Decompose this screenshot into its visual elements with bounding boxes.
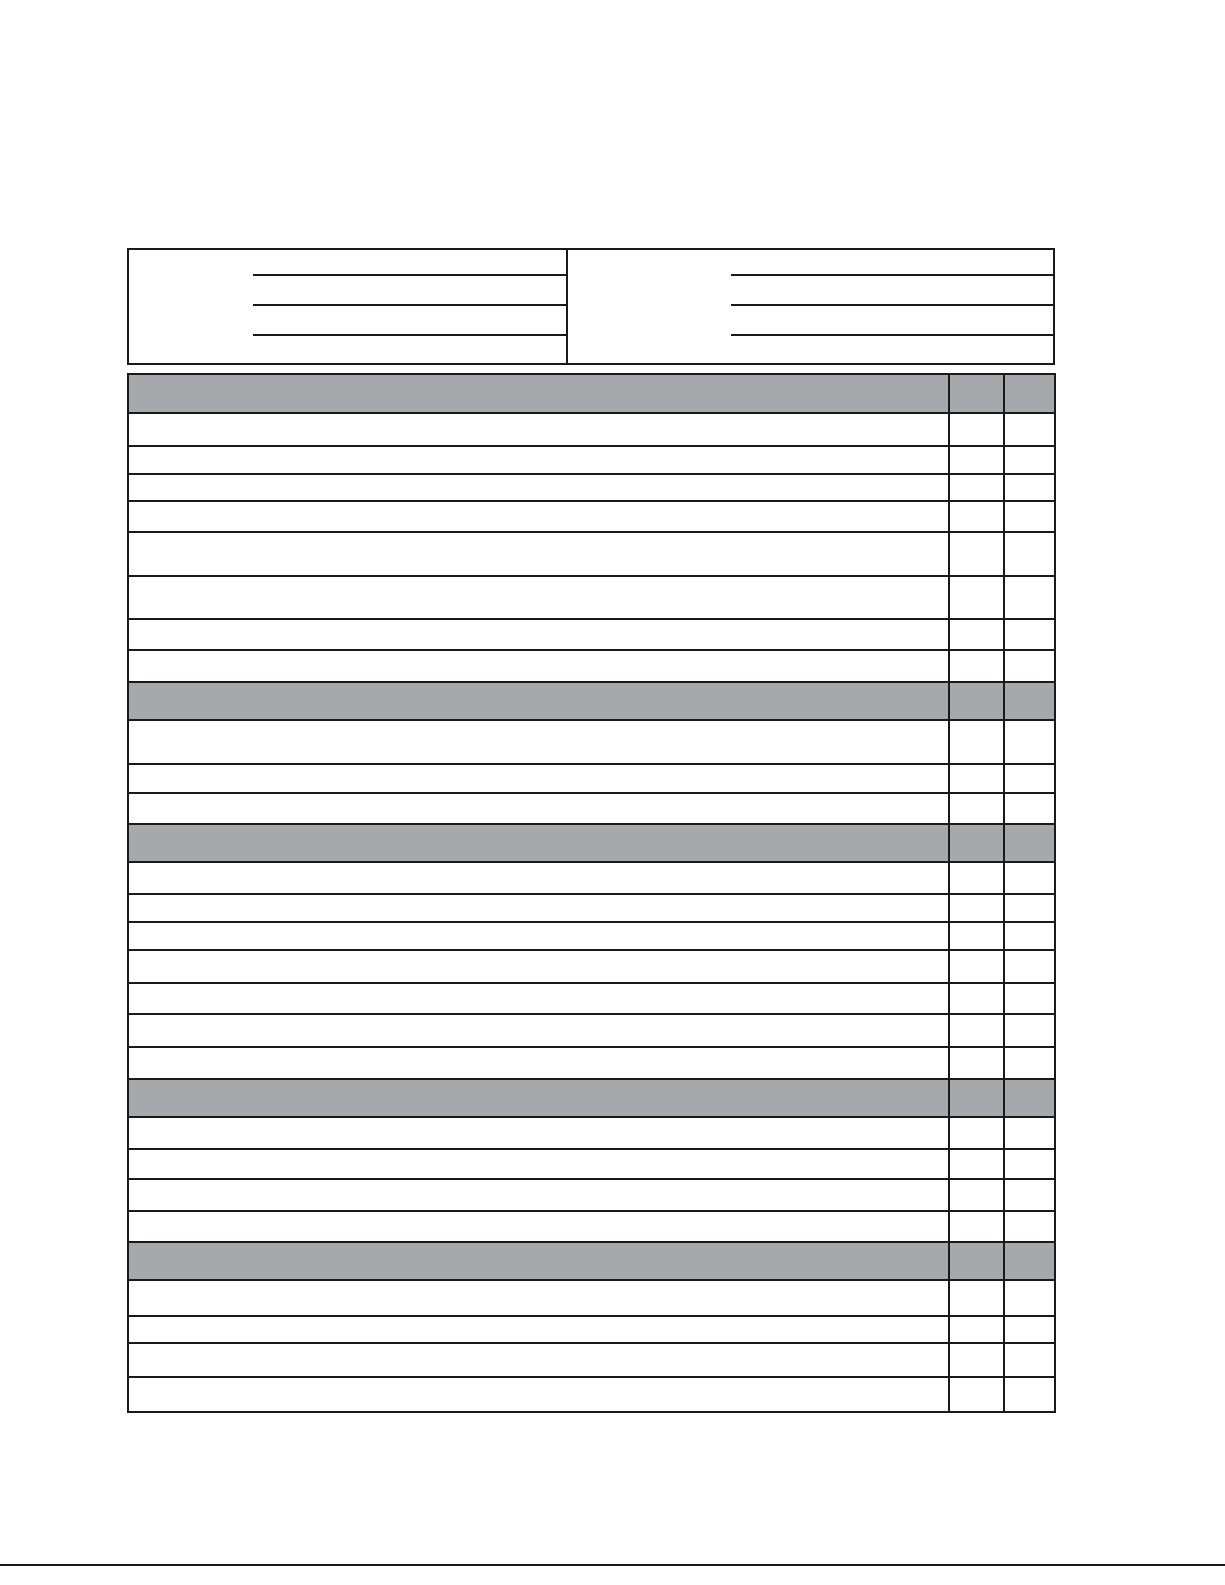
row-separator [129, 949, 1054, 951]
row-separator [129, 1376, 1054, 1378]
row-separator [129, 1078, 1054, 1080]
row-separator [129, 1342, 1054, 1344]
row-separator [129, 792, 1054, 794]
row-separator [129, 1148, 1054, 1150]
row-separator [129, 1210, 1054, 1212]
row-separator [129, 1315, 1054, 1317]
row-separator [129, 982, 1054, 984]
row-separator [129, 531, 1054, 533]
row-separator [129, 719, 1054, 721]
left-field-2-line[interactable] [253, 304, 566, 306]
row-separator [129, 1241, 1054, 1243]
section-4-header [129, 1080, 1054, 1117]
row-separator [129, 861, 1054, 863]
row-separator [129, 1279, 1054, 1281]
right-field-1-line[interactable] [731, 274, 1055, 276]
row-separator [129, 921, 1054, 923]
header-info-box [127, 248, 1055, 365]
row-separator [129, 1178, 1054, 1180]
left-field-1-line[interactable] [253, 274, 566, 276]
right-field-3-line[interactable] [731, 334, 1055, 336]
row-separator [129, 1046, 1054, 1048]
check-column-2-divider [1003, 375, 1005, 1411]
section-2-header [129, 683, 1054, 720]
row-separator [129, 823, 1054, 825]
row-separator [129, 575, 1054, 577]
row-separator [129, 445, 1054, 447]
section-1-header [129, 375, 1054, 413]
row-separator [129, 412, 1054, 414]
row-separator [129, 500, 1054, 502]
row-separator [129, 618, 1054, 620]
row-separator [129, 1116, 1054, 1118]
section-5-header [129, 1243, 1054, 1280]
row-separator [129, 893, 1054, 895]
section-3-header [129, 825, 1054, 862]
row-separator [129, 681, 1054, 683]
row-separator [129, 473, 1054, 475]
right-field-2-line[interactable] [731, 304, 1055, 306]
page-bottom-rule [0, 1564, 1225, 1566]
header-column-divider [566, 248, 568, 365]
row-separator [129, 763, 1054, 765]
check-column-1-divider [948, 375, 950, 1411]
left-field-3-line[interactable] [253, 334, 566, 336]
row-separator [129, 1013, 1054, 1015]
row-separator [129, 649, 1054, 651]
